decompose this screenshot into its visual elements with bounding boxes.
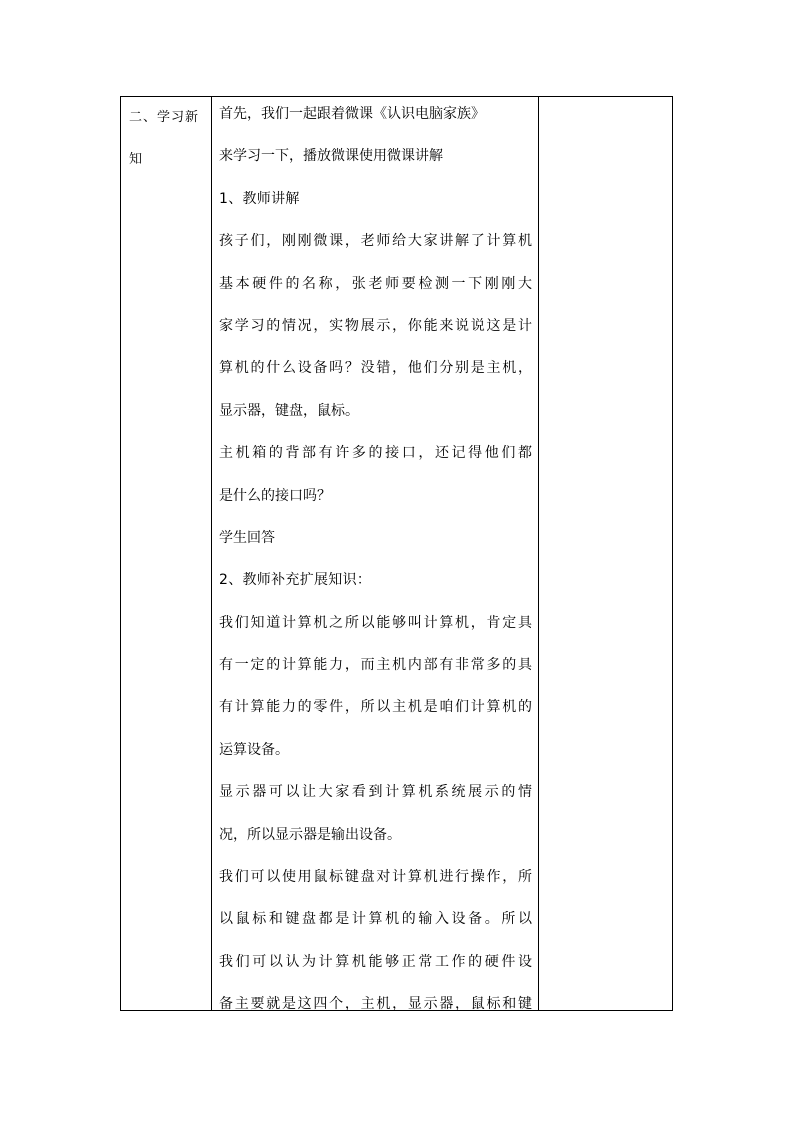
content-line-text: 算机的什么设备吗？没错，他们分别是主机， <box>219 360 532 377</box>
content-line-text: 首先，我们一起跟着微课《认识电脑家族》 <box>219 106 485 122</box>
content-line-text: 是什么的接口吗？ <box>219 487 331 504</box>
content-line-text: 我们可以认为计算机能够正常工作的硬件设 <box>219 953 532 970</box>
section-column <box>121 97 212 1010</box>
content-line-text: 运算设备。 <box>219 741 289 758</box>
content-line-text: 以鼠标和键盘都是计算机的输入设备。所以 <box>219 911 532 928</box>
content-line <box>219 93 532 135</box>
content-line-text: 孩子们，刚刚微课，老师给大家讲解了计算机 <box>219 233 532 250</box>
content-line-text: 基本硬件的名称，张老师要检测一下刚刚大 <box>219 275 532 292</box>
content-line <box>219 263 532 305</box>
content-line <box>219 729 532 771</box>
content-line-text: 1、教师讲解 <box>219 190 300 207</box>
content-line-text: 显示器，键盘，鼠标。 <box>219 402 359 419</box>
content-line <box>219 305 532 347</box>
content-line-text: 主机箱的背部有许多的接口，还记得他们都 <box>219 445 532 462</box>
content-line <box>219 814 532 856</box>
content-line <box>219 983 532 1025</box>
content-line-text: 我们知道计算机之所以能够叫计算机，肯定具 <box>219 614 532 631</box>
content-line-text: 2、教师补充扩展知识： <box>219 572 372 589</box>
content-line-text: 家学习的情况，实物展示，你能来说说这是计 <box>219 317 532 334</box>
content-line <box>219 771 532 813</box>
content-heading <box>219 178 532 220</box>
content-line <box>219 220 532 262</box>
content-line <box>219 602 532 644</box>
content-line-text: 备主要就是这四个，主机，显示器，鼠标和键 <box>219 996 532 1013</box>
content-line-text: 显示器可以让大家看到计算机系统展示的情 <box>219 784 532 801</box>
content-line <box>219 856 532 898</box>
content-line-text: 况，所以显示器是输出设备。 <box>219 826 401 843</box>
content-line-text: 学生回答 <box>219 529 275 546</box>
content-line <box>219 941 532 983</box>
notes-column <box>539 97 672 1010</box>
content-line <box>219 390 532 432</box>
section-label: 二、学习新知 <box>129 110 200 167</box>
content-line <box>219 644 532 686</box>
content-line-text: 来学习一下，播放微课使用微课讲解 <box>219 148 443 165</box>
content-line <box>219 135 532 177</box>
lesson-table <box>120 96 673 1011</box>
content-line-text: 有一定的计算能力，而主机内部有非常多的具 <box>219 657 532 674</box>
content-column <box>212 97 539 1013</box>
content-line-text: 有计算能力的零件，所以主机是咱们计算机的 <box>219 699 532 716</box>
content-line <box>219 517 532 559</box>
content-line <box>219 686 532 728</box>
content-heading <box>219 559 532 601</box>
content-line <box>219 898 532 940</box>
content-line <box>219 432 532 474</box>
content-line-text: 我们可以使用鼠标键盘对计算机进行操作，所 <box>219 869 532 886</box>
content-line <box>219 475 532 517</box>
content-line <box>219 347 532 389</box>
